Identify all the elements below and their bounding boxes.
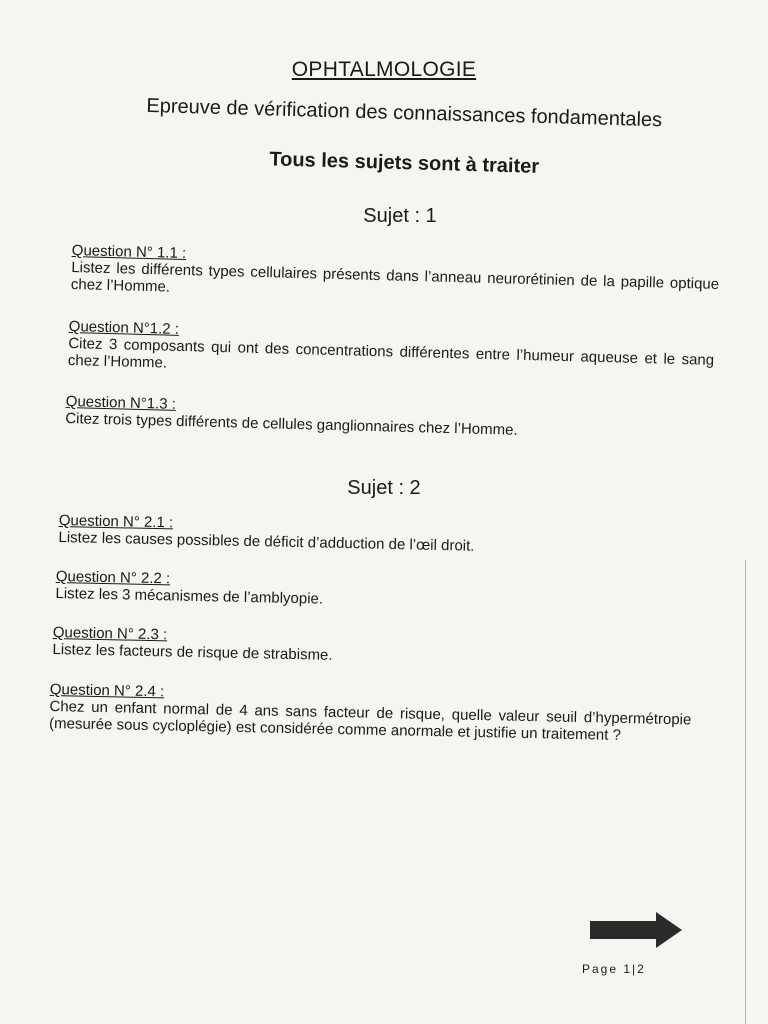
question-text: Listez les différents types cellulaires présents dans l’anneau neurorétinien de la papille optique chez l’Homme. xyxy=(70,258,720,296)
scan-edge-line xyxy=(745,560,746,1024)
question-text: Chez un enfant normal de 4 ans sans facteur de risque, quelle valeur seuil d’hypermétropie (mesurée sous cycloplégie) est considérée comme anormale et justifie un traitement ? xyxy=(48,697,692,744)
sujet-2-heading: Sujet : 2 xyxy=(347,477,421,499)
question-2-4 xyxy=(49,681,692,745)
question-text: Citez trois types différents de cellules ganglionnaires chez l’Homme. xyxy=(65,409,518,439)
question-label: Question N°1.2 : xyxy=(68,318,180,338)
question-2-2 xyxy=(55,568,696,615)
right-arrow-icon xyxy=(590,912,682,948)
question-1-2 xyxy=(68,318,715,386)
question-1-3 xyxy=(65,393,712,444)
question-text: Listez les facteurs de risque de strabisme. xyxy=(52,640,333,664)
question-label: Question N° 2.1 : xyxy=(58,512,174,532)
question-text: Listez les 3 mécanismes de l’amblyopie. xyxy=(55,584,324,608)
question-text: Listez les causes possibles de déficit d’adduction de l’œil droit. xyxy=(58,528,475,555)
question-2-1 xyxy=(58,512,699,559)
question-label: Question N° 2.3 : xyxy=(52,624,168,644)
question-2-3 xyxy=(52,624,693,671)
question-label: Question N° 2.2 : xyxy=(55,568,171,588)
document-subtitle: Epreuve de vérification des connaissances fondamentales xyxy=(146,94,663,132)
document-title: OPHTALMOLOGIE xyxy=(291,58,477,81)
sujet-1-heading: Sujet : 1 xyxy=(363,205,437,227)
question-label: Question N°1.3 : xyxy=(65,393,177,413)
page-number: Page 1|2 xyxy=(582,962,646,976)
instruction-line: Tous les sujets sont à traiter xyxy=(269,148,540,178)
question-label: Question N° 1.1 : xyxy=(71,242,187,262)
question-label: Question N° 2.4 : xyxy=(49,681,165,701)
question-text: Citez 3 composants qui ont des concentrations différentes entre l’humeur aqueuse et le sang chez l’Homme. xyxy=(67,334,715,372)
question-1-1 xyxy=(71,242,720,310)
